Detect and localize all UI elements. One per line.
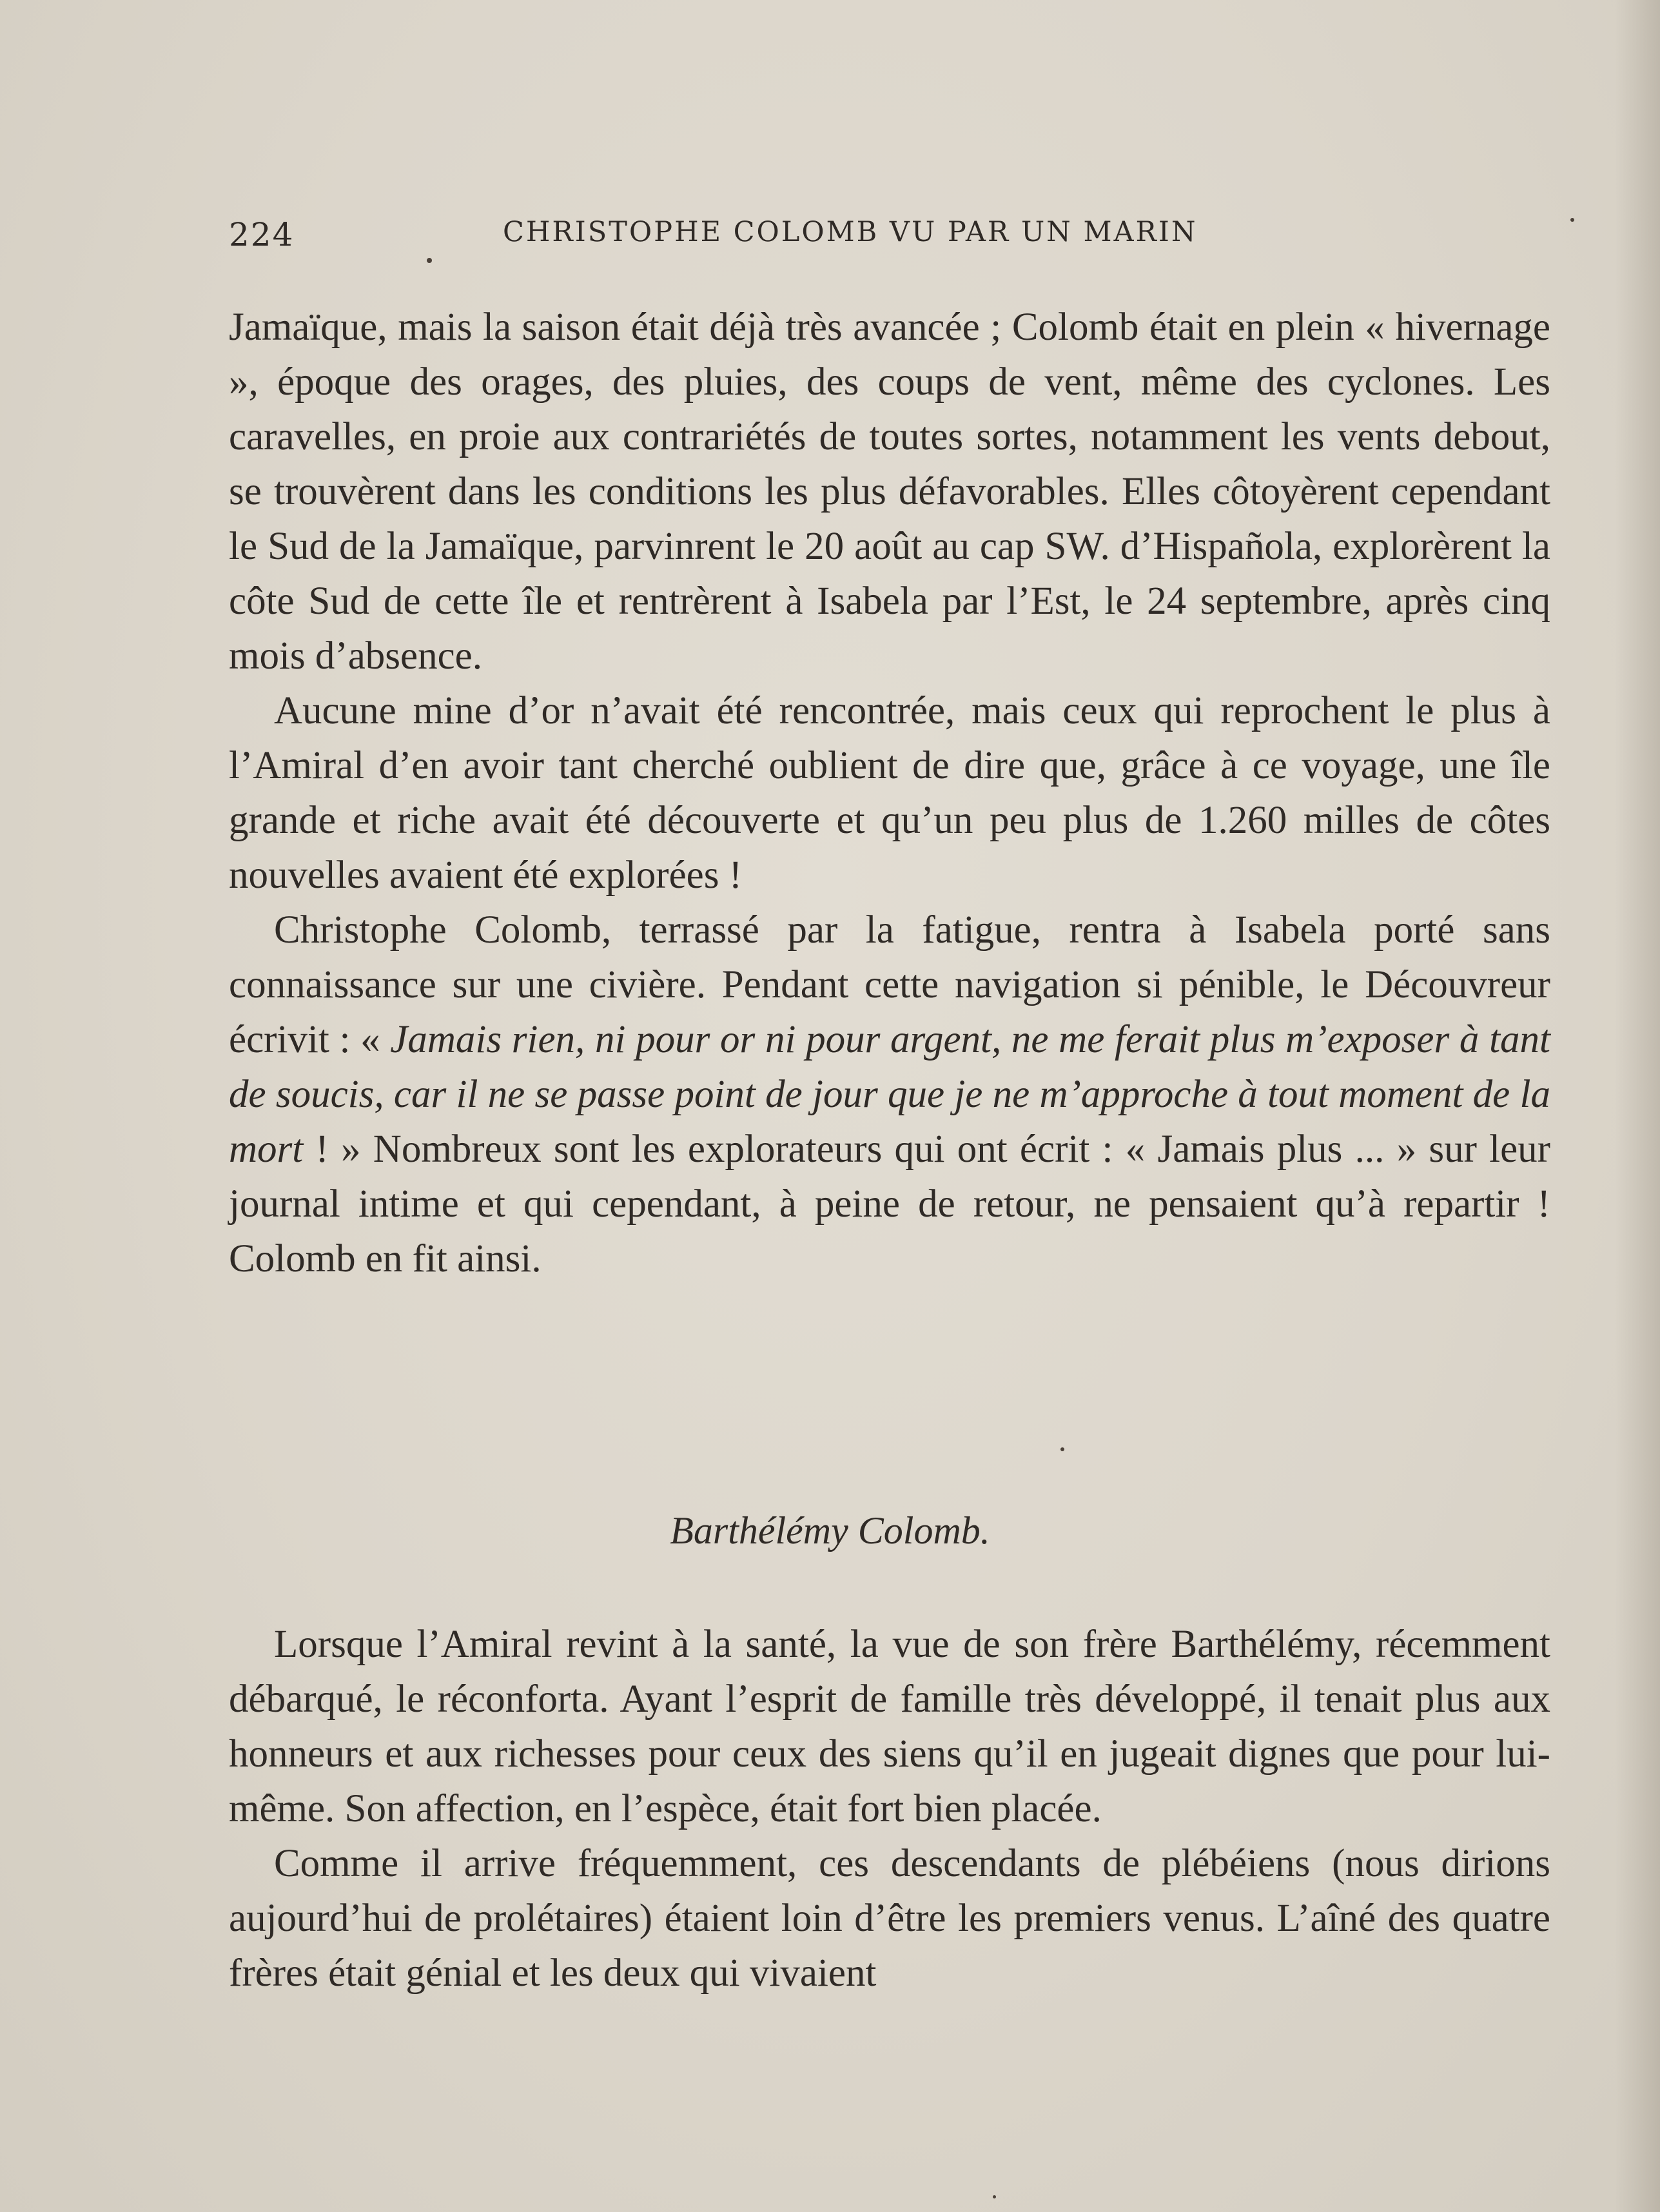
paragraph-1: Jamaïque, mais la saison était déjà très avancée ; Colomb était en plein « hivernage », époque des orages, des pluies, des coups de vent, même des cyclones. Les caravelles, en proie aux contrariétés de toutes sortes, notamment les vents debout, se trouvèrent dans les conditions les plus défavorables. Elles côtoyèrent cependant le Sud de la Jamaïque, parvinrent le 20 août au cap SW. d’Hispañola, explorèrent la côte Sud de cette île et rentrèrent à Isabela par l’Est, le 24 septembre, après cinq mois d’absence.	[229, 306, 1550, 678]
page-edge-shadow	[1615, 0, 1660, 2212]
text-block-before-section	[229, 300, 1550, 1286]
page-header	[229, 216, 1286, 261]
paper-speck	[427, 258, 432, 263]
paper-speck	[993, 2195, 996, 2198]
paper-speck	[1570, 218, 1574, 222]
paragraph-4: Lorsque l’Amiral revint à la santé, la vue de son frère Barthélémy, récemment débarqué, le réconforta. Ayant l’esprit de famille très développé, il tenait plus aux honneurs et aux richesses pour ceux des siens qu’il en jugeait dignes que pour lui-même. Son affection, en l’espèce, était fort bien placée.	[229, 1623, 1550, 1830]
text-block-after-section	[229, 1617, 1550, 2001]
paper-speck	[1060, 1447, 1064, 1451]
paragraph-2: Aucune mine d’or n’avait été rencontrée, mais ceux qui reprochent le plus à l’Amiral d’en avoir tant cherché oublient de dire que, grâce à ce voyage, une île grande et riche avait été découverte et qu’un peu plus de 1.260 milles de côtes nouvelles avaient été explorées !	[229, 689, 1550, 897]
section-title: Barthélémy Colomb.	[670, 1509, 990, 1552]
page-number: 224	[229, 216, 295, 253]
paragraph-3	[229, 903, 1550, 1286]
paragraph-5: Comme il arrive fréquemment, ces descendants de plébéiens (nous dirions aujourd’hui de prolétaires) étaient loin d’être les premiers venus. L’aîné des quatre frères était génial et les deux qui vivaient	[229, 1842, 1550, 1995]
paragraph-3-start: Christophe Colomb, terrassé par la fatigue, rentra à Isabela porté sans connaissance sur une civière. Pendant cette navigation si pénible, le Découvreur écrivit : «	[229, 908, 1550, 1061]
running-title: CHRISTOPHE COLOMB VU PAR UN MARIN	[503, 216, 1198, 248]
italic-quote: Jamais rien, ni pour or ni pour argent, ne me ferait plus m’exposer à tant de soucis, car il ne se passe point de jour que je ne m’approche à tout moment de la mort	[229, 1018, 1550, 1171]
paragraph-3-end: ! » Nombreux sont les explorateurs qui ont écrit : « Jamais plus ... » sur leur journal intime et qui cependant, à peine de retour, ne pensaient qu’à repartir ! Colomb en fit ainsi.	[229, 1128, 1550, 1280]
